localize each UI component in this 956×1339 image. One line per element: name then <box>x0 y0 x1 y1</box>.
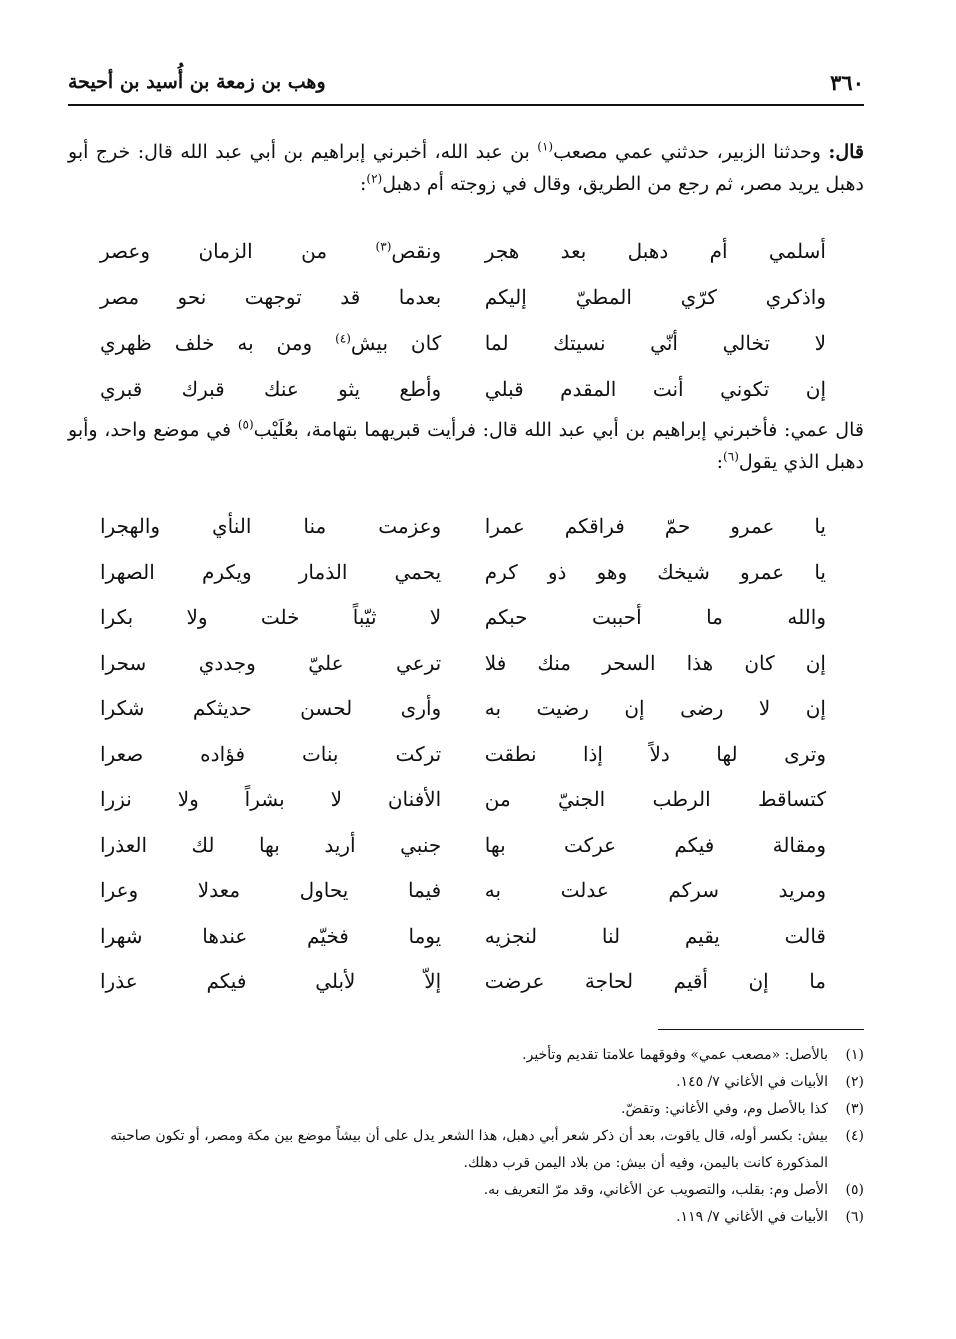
header-title: وهب بن زمعة بن أُسيد بن أحيحة <box>68 71 326 93</box>
poem-1 <box>100 228 826 412</box>
footnote-text: بالأصل: «مصعب عمي» وفوقهما علامتا تقديم وتأخير. <box>522 1047 828 1063</box>
verse-second-hemistich: تركت بنات فؤاده صعرا <box>100 741 442 766</box>
verse-second-hemistich: جنبي أريد بها لك العذرا <box>100 832 442 857</box>
verse-first-hemistich: كتساقط الرطب الجنيّ من <box>484 787 826 811</box>
verse-line <box>100 686 826 732</box>
verse-line <box>100 641 826 687</box>
footnote-5 <box>68 1177 864 1204</box>
footnote-ref-1[interactable]: (١) <box>537 139 554 154</box>
footnote-ref-5[interactable]: (٥) <box>237 417 254 432</box>
footnote-number: (٣) <box>845 1101 864 1117</box>
verse-line <box>100 868 826 914</box>
footnote-ref-4[interactable]: (٤) <box>335 331 351 346</box>
verse-line <box>100 550 826 596</box>
verse-first-hemistich: ما إن أقيم لحاجة عرضت <box>484 969 826 993</box>
verse-line <box>100 228 826 274</box>
verse-first-hemistich: ومريد سركم عدلت به <box>484 878 826 902</box>
footnote-ref-2[interactable]: (٢) <box>366 171 383 186</box>
footnote-6 <box>68 1204 864 1231</box>
verse-second-hemistich: إلاّ لأبلي فيكم عذرا <box>100 969 442 993</box>
paragraph-narration <box>68 414 864 478</box>
verse-first-hemistich: وترى لها دلاً إذا نطقت <box>484 741 826 766</box>
footnote-number: (٦) <box>845 1209 864 1225</box>
paragraph-text: في موضع واحد، وأبو دهبل الذي يقول <box>68 419 864 473</box>
verse-first-hemistich: إن تكوني أنت المقدم قبلي <box>484 377 826 401</box>
footnote-4 <box>68 1123 864 1177</box>
verse-first-hemistich: أسلمي أم دهبل بعد هجر <box>484 239 826 263</box>
verse-first-hemistich: يا عمرو شيخك وهو ذو كرم <box>484 559 826 584</box>
header-rule <box>68 104 864 106</box>
verse-second-hemistich: بعدما قد توجهت نحو مصر <box>100 285 442 309</box>
paragraph-intro <box>68 136 864 200</box>
paragraph-text: قال عمي: فأخبرني إبراهيم بن أبي عبد الله قال: فرأيت قبريهما بتهامة، بعُلَيْب <box>253 419 864 441</box>
verse-second-hemistich: ونقص$^{(٣)}$ من الزمان وعصر <box>100 239 442 263</box>
verse-first-hemistich: يا عمرو حمّ فراقكم عمرا <box>484 514 826 538</box>
verse-second-hemistich: وأطع يثو عنك قبرك قبري <box>100 377 442 401</box>
footnote-number: (٥) <box>845 1182 864 1198</box>
verse-line <box>100 320 826 366</box>
verse-second-hemistich: كان بيش$^{(٤)}$ ومن به خلف ظهري <box>100 331 442 355</box>
verse-line <box>100 595 826 641</box>
verse-line <box>100 504 826 550</box>
verse-second-hemistich: وعزمت منا النأي والهجرا <box>100 514 442 538</box>
footnote-text: كذا بالأصل وم، وفي الأغاني: وتقضّ. <box>621 1101 828 1117</box>
verse-first-hemistich: لا تخالي أنّي نسيتك لما <box>484 331 826 355</box>
verse-first-hemistich: ومقالة فيكم عركت بها <box>484 832 826 857</box>
verse-line <box>100 777 826 823</box>
paragraph-lead: قال: <box>828 141 865 163</box>
verse-second-hemistich: ترعي عليّ وجددي سحرا <box>100 650 442 675</box>
paragraph-text: : <box>716 451 724 473</box>
paragraph-text: بن عبد الله، أخبرني إبراهيم بن أبي عبد الله قال: خرج أبو دهبل يريد مصر، ثم رجع من الطريق، وقال في زوجته أم دهبل <box>68 141 864 195</box>
footnotes <box>68 1042 864 1231</box>
footnote-ref-6[interactable]: (٦) <box>723 449 739 464</box>
paragraph-text: : <box>359 173 367 195</box>
verse-line <box>100 959 826 1005</box>
verse-second-hemistich: فيما يحاول معدلا وعرا <box>100 878 442 902</box>
poem-2 <box>100 504 826 1005</box>
verse-second-hemistich: الأفنان لا بشراً ولا نزرا <box>100 787 442 811</box>
footnote-number: (٤) <box>845 1128 864 1144</box>
footnote-rule <box>658 1029 864 1030</box>
verse-second-hemistich: يحمي الذمار ويكرم الصهرا <box>100 559 442 584</box>
verse-line <box>100 914 826 960</box>
footnote-number: (٢) <box>845 1074 864 1090</box>
verse-line <box>100 366 826 412</box>
footnote-text: الأصل وم: بقلب، والتصويب عن الأغاني، وقد مرّ التعريف به. <box>483 1182 828 1198</box>
footnote-3 <box>68 1096 864 1123</box>
verse-first-hemistich: قالت يقيم لنا لنجزيه <box>484 923 826 948</box>
verse-second-hemistich: وأرى لحسن حديثكم شكرا <box>100 696 442 720</box>
verse-first-hemistich: إن لا رضى إن رضيت به <box>484 696 826 720</box>
verse-line <box>100 732 826 778</box>
footnote-text: بيش: بكسر أوله، قال ياقوت، بعد أن ذكر شعر أبي دهبل، هذا الشعر يدل على أن بيشاً موضع بين مكة ومصر، أو تكون صاحبته المذكورة كانت باليمن، وفيه أن بيش: من بلاد اليمن قرب دهلك. <box>110 1128 828 1171</box>
verse-first-hemistich: إن كان هذا السحر منك فلا <box>484 650 826 675</box>
running-head <box>68 62 864 102</box>
footnote-text: الأبيات في الأغاني ٧/ ١١٩. <box>676 1209 828 1225</box>
footnote-number: (١) <box>845 1047 864 1063</box>
footnote-text: الأبيات في الأغاني ٧/ ١٤٥. <box>676 1074 828 1090</box>
verse-line <box>100 823 826 869</box>
paragraph-text: وحدثنا الزبير، حدثني عمي مصعب <box>553 141 829 163</box>
verse-second-hemistich: يوما فخيّم عندها شهرا <box>100 923 442 948</box>
footnote-2 <box>68 1069 864 1096</box>
footnote-ref-3[interactable]: (٣) <box>375 239 392 254</box>
verse-line <box>100 274 826 320</box>
verse-first-hemistich: والله ما أحببت حبكم <box>484 605 826 629</box>
verse-first-hemistich: واذكري كرّي المطيّ إليكم <box>484 285 826 309</box>
footnote-1 <box>68 1042 864 1069</box>
verse-second-hemistich: لا ثيّباً خلت ولا بكرا <box>100 605 442 629</box>
page-number: ٣٦٠ <box>830 69 864 95</box>
